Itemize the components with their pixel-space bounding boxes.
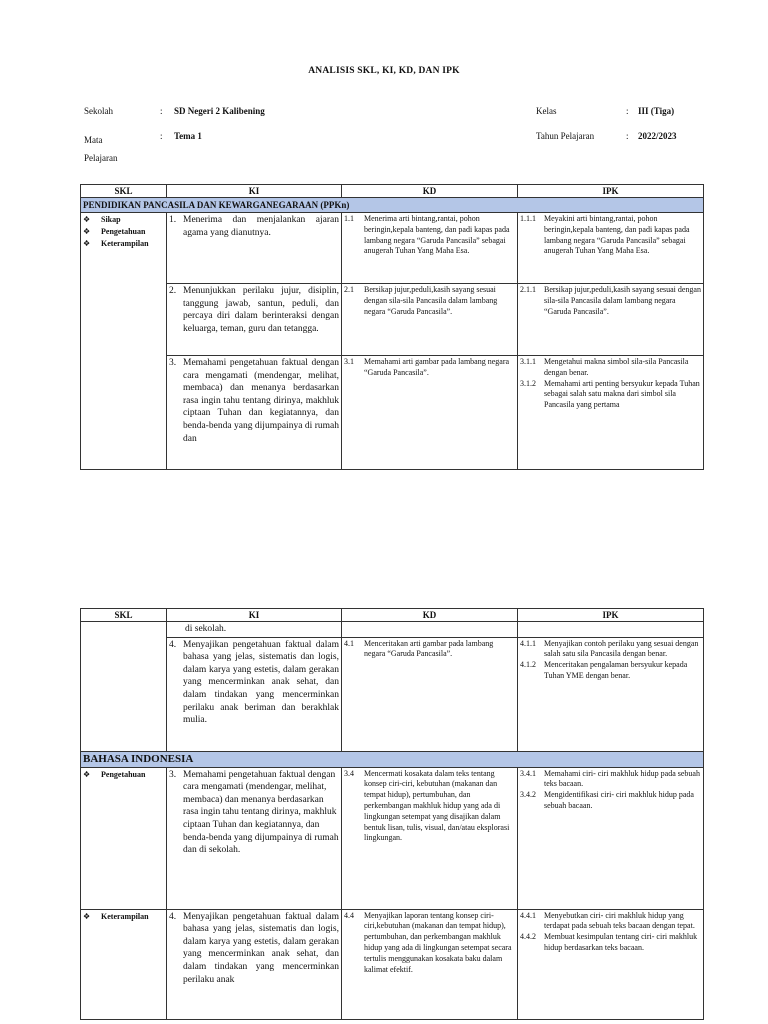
ki-cell	[167, 356, 342, 470]
section-bahasa-indonesia: BAHASA INDONESIA	[81, 751, 704, 767]
ipk-cell	[518, 356, 704, 470]
header-skl: SKL	[81, 609, 167, 622]
tahun-value: 2022/2023	[638, 131, 677, 141]
skl-item: Keterampilan	[101, 239, 149, 248]
table-header-row	[81, 609, 704, 622]
kd-number: 2.1	[344, 285, 354, 294]
ipk-text: Memahami ciri- ciri makhluk hidup pada sebuah teks bacaan.	[544, 768, 700, 789]
section-ppkn: PENDIDIKAN PANCASILA DAN KEWARGANEGARAAN (PPKn)	[81, 198, 704, 213]
kd-cell	[342, 284, 518, 356]
kd-cell	[342, 909, 518, 1019]
header-kd: KD	[342, 185, 518, 198]
ipk-cell	[518, 622, 704, 638]
table-row	[81, 284, 704, 356]
skl-cell	[81, 909, 167, 1019]
header-ki: KI	[167, 609, 342, 622]
skl-item: Sikap	[101, 215, 121, 224]
sekolah-value: SD Negeri 2 Kalibening	[174, 106, 265, 116]
ki-cell	[167, 284, 342, 356]
ipk-number: 3.1.1	[520, 357, 536, 366]
ipk-text: Mengetahui makna simbol sila-sila Pancasila dengan benar.	[544, 357, 689, 377]
ipk-text: Menyajikan contoh perilaku yang sesuai dengan salah satu sila Pancasila dengan benar.	[544, 638, 699, 659]
ki-number: 4.	[169, 639, 177, 650]
ki-number: 4.	[169, 911, 177, 922]
ki-cell	[167, 637, 342, 751]
ipk-cell	[518, 213, 704, 284]
ipk-number: 3.4.1	[520, 768, 536, 778]
analysis-table-1	[80, 184, 704, 470]
sekolah-colon: :	[160, 106, 163, 116]
skl-item: Keterampilan	[101, 911, 149, 921]
table-row	[81, 637, 704, 751]
sekolah-label: Sekolah	[84, 106, 113, 116]
ki-text: Menerima dan menjalankan ajaran agama yang dianutnya.	[183, 215, 339, 238]
skl-item: Pengetahuan	[101, 769, 146, 779]
ipk-number: 4.1.2	[520, 660, 536, 670]
kd-text: Bersikap jujur,peduli,kasih sayang sesuai dengan sila-sila Pancasila dalam lambang negara “Garuda Pancasila”.	[364, 285, 498, 316]
ipk-number: 4.1.1	[520, 638, 536, 648]
ipk-text: Menyebutkan ciri- ciri makhluk hidup yang terdapat pada sebuah teks bacaan dengan tepat.	[544, 910, 695, 931]
ipk-cell	[518, 767, 704, 909]
ipk-number: 4.4.1	[520, 910, 536, 920]
kd-cell	[342, 622, 518, 638]
ki-number: 1.	[169, 215, 177, 225]
kd-number: 4.4	[344, 910, 354, 920]
kd-text: Menerima arti bintang,rantai, pohon beringin,kepala banteng, dan padi kapas pada lambang negara “Garuda Pancasila” sebagai anugerah Tuhan Yang Maha Esa.	[364, 214, 510, 256]
header-ki: KI	[167, 185, 342, 198]
kd-cell	[342, 637, 518, 751]
ipk-text: Membuat kesimpulan tentang ciri- ciri makhluk hidup berdasarkan teks bacaan.	[544, 932, 698, 952]
ki-number: 2.	[169, 286, 177, 296]
skl-item: Pengetahuan	[101, 227, 146, 236]
diamond-bullet-icon: ❖	[83, 769, 91, 779]
kd-cell	[342, 213, 518, 284]
kd-number: 3.1	[344, 357, 354, 366]
ki-text: Menyajikan pengetahuan faktual dalam bahasa yang jelas, sistematis dan logis, dalam karya yang estetis, dalam gerakan yang mencerminkan anak sehat, dan dalam tindakan yang mencerminkan perilaku anak beriman dan berakhlak mulia.	[183, 639, 339, 726]
kd-number: 4.1	[344, 638, 354, 648]
ki-cell	[167, 213, 342, 284]
kd-cell	[342, 356, 518, 470]
ki-text: di sekolah.	[185, 624, 227, 634]
table-row	[81, 767, 704, 909]
kelas-value: III (Tiga)	[638, 106, 675, 116]
ipk-text: Mengidentifikasi ciri- ciri makhluk hidup pada sebuah bacaan.	[544, 790, 694, 810]
diamond-bullet-icon: ❖	[83, 911, 91, 921]
kd-text: Menyajikan laporan tentang konsep ciri-ciri,kebutuhan (makanan dan tempat hidup), pertumbuhan, dan perkembangan makhluk hidup yang ada di lingkungan setempat secara tertulis menggunakan kosakata baku dalam kalimat efektif.	[364, 910, 512, 974]
skl-cell	[81, 213, 167, 470]
analysis-table-2	[80, 608, 704, 1020]
kelas-colon: :	[626, 106, 629, 116]
table-row	[81, 622, 704, 638]
header-kd: KD	[342, 609, 518, 622]
table-row	[81, 356, 704, 470]
section-row	[81, 751, 704, 767]
ipk-text: Menceritakan pengalaman bersyukur kepada Tuhan YME dengan benar.	[544, 660, 688, 680]
ipk-cell	[518, 284, 704, 356]
document-title: ANALISIS SKL, KI, KD, DAN IPK	[308, 66, 460, 76]
ipk-number: 1.1.1	[520, 214, 536, 223]
table-row	[81, 213, 704, 284]
ipk-number: 3.1.2	[520, 378, 536, 388]
kd-number: 1.1	[344, 214, 354, 223]
ki-text: Menyajikan pengetahuan faktual dalam bahasa yang jelas, sistematis dan logis, dalam karya yang estetis, dalam gerakan yang mencerminkan anak sehat, dan dalam tindakan yang mencerminkan perilaku anak	[183, 911, 339, 985]
ki-cell	[167, 909, 342, 1019]
table-row	[81, 909, 704, 1019]
kelas-label: Kelas	[536, 106, 557, 116]
diamond-bullet-icon: ❖	[83, 227, 91, 236]
section-row	[81, 198, 704, 213]
mapel-label: Mata Pelajaran	[84, 135, 118, 163]
ipk-text: Memahami arti penting bersyukur kepada Tuhan sebagai salah satu makna dari simbol sila Pancasila yang pertama	[544, 378, 700, 410]
tahun-colon: :	[626, 131, 629, 141]
ipk-number: 3.4.2	[520, 790, 536, 800]
mapel-colon: :	[160, 131, 163, 141]
header-ipk: IPK	[518, 609, 704, 622]
header-ipk: IPK	[518, 185, 704, 198]
kd-text: Memahami arti gambar pada lambang negara “Garuda Pancasila”.	[364, 357, 510, 377]
ki-number: 3.	[169, 358, 177, 368]
kd-number: 3.4	[344, 768, 354, 778]
ipk-cell	[518, 909, 704, 1019]
ipk-cell	[518, 637, 704, 751]
skl-cell	[81, 767, 167, 909]
ki-cell	[167, 622, 342, 638]
mapel-value: Tema 1	[174, 131, 202, 141]
kd-text: Mencermati kosakata dalam teks tentang konsep ciri-ciri, kebutuhan (makanan dan tempat hidup), pertumbuhan, dan perkembangan makhluk hidup yang ada di lingkungan setempat yang disajikan dalam bentuk lisan, tulis, visual, dan/atau eksplorasi lingkungan.	[364, 768, 510, 843]
skl-cell	[81, 622, 167, 752]
ki-cell	[167, 767, 342, 909]
diamond-outline-bullet-icon: ❖	[83, 239, 91, 248]
ki-text: Menunjukkan perilaku jujur, disiplin, tanggung jawab, santun, peduli, dan percaya diri dalam berinteraksi dengan keluarga, teman, guru dan tetangga.	[183, 286, 339, 334]
ki-text: Memahami pengetahuan faktual dengan cara mengamati (mendengar, melihat, membaca) dan menanya berdasarkan rasa ingin tahu tentang dirinya, makhluk ciptaan Tuhan dan kegiatannya, dan benda-benda yang dijumpainya di rumah dan	[183, 358, 339, 444]
ki-text: Memahami pengetahuan faktual dengan cara mengamati (mendengar, melihat, membaca) dan menanya berdasarkan rasa ingin tahu tentang dirinya, makhluk ciptaan Tuhan dan kegiatannya, dan benda-benda yang dijumpainya di rumah dan di sekolah.	[183, 769, 339, 856]
kd-text: Menceritakan arti gambar pada lambang negara “Garuda Pancasila”.	[364, 638, 494, 659]
ipk-number: 2.1.1	[520, 285, 536, 294]
ki-number: 3.	[169, 769, 177, 780]
tahun-label: Tahun Pelajaran	[536, 131, 595, 141]
diamond-bullet-icon: ❖	[83, 215, 91, 224]
ipk-number: 4.4.2	[520, 932, 536, 942]
table-header-row	[81, 185, 704, 198]
header-skl: SKL	[81, 185, 167, 198]
ipk-text: Bersikap jujur,peduli,kasih sayang sesuai dengan sila-sila Pancasila dalam lambang negara “Garuda Pancasila”.	[544, 285, 701, 316]
kd-cell	[342, 767, 518, 909]
ipk-text: Meyakini arti bintang,rantai, pohon beringin,kepala banteng, dan padi kapas pada lambang negara “Garuda Pancasila” sebagai anugerah Tuhan Yang Maha Esa.	[544, 214, 690, 256]
